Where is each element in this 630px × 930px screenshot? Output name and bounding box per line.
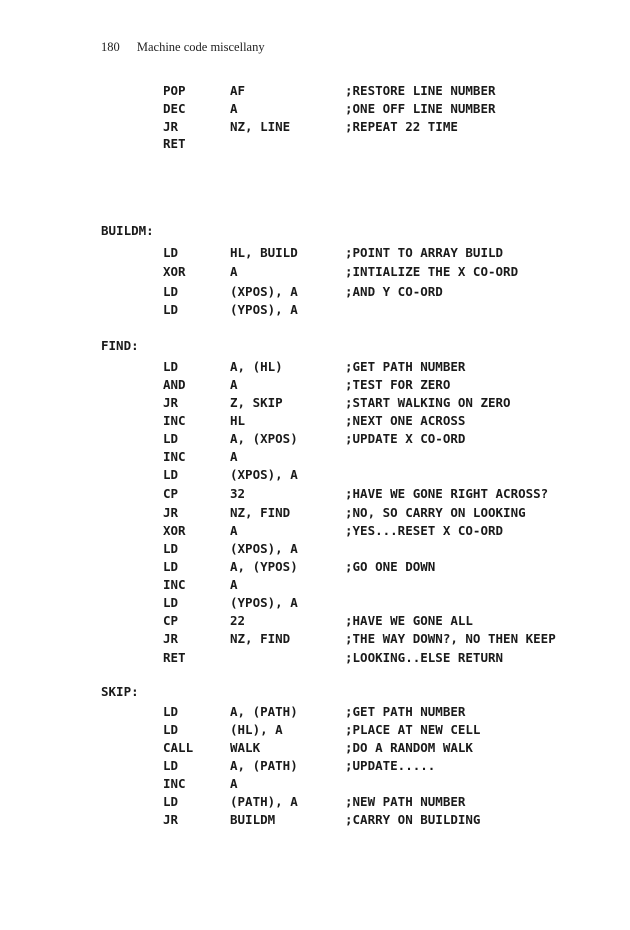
operand: (YPOS), A bbox=[230, 595, 298, 610]
operand: (XPOS), A bbox=[230, 284, 298, 299]
comment: ;NEW PATH NUMBER bbox=[345, 794, 466, 809]
operand: HL, BUILD bbox=[230, 245, 298, 260]
page-header bbox=[101, 40, 265, 55]
comment: ;HAVE WE GONE ALL bbox=[345, 613, 473, 628]
mnemonic: LD bbox=[163, 704, 179, 719]
operand: A bbox=[230, 776, 238, 791]
chapter-title: Machine code miscellany bbox=[136, 40, 265, 54]
mnemonic: CP bbox=[163, 486, 179, 501]
comment: ;REPEAT 22 TIME bbox=[345, 119, 458, 134]
operand: Z, SKIP bbox=[230, 395, 283, 410]
comment: ;YES...RESET X CO-ORD bbox=[345, 523, 504, 538]
operand: BUILDM bbox=[230, 812, 276, 827]
comment: ;HAVE WE GONE RIGHT ACROSS? bbox=[345, 486, 549, 501]
operand: NZ, FIND bbox=[230, 505, 291, 520]
mnemonic: JR bbox=[163, 505, 179, 520]
mnemonic: JR bbox=[163, 631, 179, 646]
mnemonic: INC bbox=[163, 776, 186, 791]
operand: A bbox=[230, 377, 238, 392]
comment: ;THE WAY DOWN?, NO THEN KEEP bbox=[345, 631, 556, 646]
comment: ;GO ONE DOWN bbox=[345, 559, 436, 574]
mnemonic: LD bbox=[163, 541, 179, 556]
mnemonic: INC bbox=[163, 577, 186, 592]
mnemonic: XOR bbox=[163, 523, 186, 538]
comment: ;ONE OFF LINE NUMBER bbox=[345, 101, 496, 116]
comment: ;DO A RANDOM WALK bbox=[345, 740, 473, 755]
comment: ;GET PATH NUMBER bbox=[345, 359, 466, 374]
mnemonic: LD bbox=[163, 559, 179, 574]
operand: HL bbox=[230, 413, 246, 428]
mnemonic: DEC bbox=[163, 101, 186, 116]
label-buildm: BUILDM: bbox=[101, 223, 154, 238]
operand: NZ, FIND bbox=[230, 631, 291, 646]
mnemonic: LD bbox=[163, 595, 179, 610]
mnemonic: JR bbox=[163, 812, 179, 827]
comment: ;NEXT ONE ACROSS bbox=[345, 413, 466, 428]
operand: (XPOS), A bbox=[230, 541, 298, 556]
operand: A bbox=[230, 264, 238, 279]
comment: ;NO, SO CARRY ON LOOKING bbox=[345, 505, 526, 520]
operand: AF bbox=[230, 83, 246, 98]
comment: ;UPDATE X CO-ORD bbox=[345, 431, 466, 446]
mnemonic: JR bbox=[163, 119, 179, 134]
mnemonic: CALL bbox=[163, 740, 194, 755]
comment: ;TEST FOR ZERO bbox=[345, 377, 451, 392]
mnemonic: RET bbox=[163, 136, 186, 151]
operand: 22 bbox=[230, 613, 246, 628]
comment: ;GET PATH NUMBER bbox=[345, 704, 466, 719]
operand: A, (YPOS) bbox=[230, 559, 298, 574]
mnemonic: LD bbox=[163, 794, 179, 809]
mnemonic: LD bbox=[163, 302, 179, 317]
operand: A, (PATH) bbox=[230, 704, 298, 719]
label-skip: SKIP: bbox=[101, 684, 139, 699]
operand: WALK bbox=[230, 740, 261, 755]
mnemonic: LD bbox=[163, 245, 179, 260]
comment: ;PLACE AT NEW CELL bbox=[345, 722, 481, 737]
mnemonic: RET bbox=[163, 650, 186, 665]
operand: (PATH), A bbox=[230, 794, 298, 809]
comment: ;START WALKING ON ZERO bbox=[345, 395, 511, 410]
operand: 32 bbox=[230, 486, 246, 501]
mnemonic: LD bbox=[163, 431, 179, 446]
mnemonic: JR bbox=[163, 395, 179, 410]
operand: A, (XPOS) bbox=[230, 431, 298, 446]
mnemonic: LD bbox=[163, 284, 179, 299]
comment: ;AND Y CO-ORD bbox=[345, 284, 443, 299]
operand: NZ, LINE bbox=[230, 119, 291, 134]
operand: (HL), A bbox=[230, 722, 283, 737]
mnemonic: POP bbox=[163, 83, 186, 98]
operand: A bbox=[230, 449, 238, 464]
mnemonic: LD bbox=[163, 722, 179, 737]
comment: ;RESTORE LINE NUMBER bbox=[345, 83, 496, 98]
comment: ;UPDATE..... bbox=[345, 758, 436, 773]
operand: A bbox=[230, 577, 238, 592]
operand: A bbox=[230, 523, 238, 538]
mnemonic: CP bbox=[163, 613, 179, 628]
operand: A bbox=[230, 101, 238, 116]
mnemonic: LD bbox=[163, 359, 179, 374]
operand: A, (HL) bbox=[230, 359, 283, 374]
mnemonic: LD bbox=[163, 467, 179, 482]
label-find: FIND: bbox=[101, 338, 139, 353]
comment: ;CARRY ON BUILDING bbox=[345, 812, 481, 827]
operand: (YPOS), A bbox=[230, 302, 298, 317]
mnemonic: INC bbox=[163, 449, 186, 464]
mnemonic: AND bbox=[163, 377, 186, 392]
mnemonic: XOR bbox=[163, 264, 186, 279]
operand: (XPOS), A bbox=[230, 467, 298, 482]
page-number: 180 bbox=[101, 40, 120, 54]
operand: A, (PATH) bbox=[230, 758, 298, 773]
comment: ;POINT TO ARRAY BUILD bbox=[345, 245, 504, 260]
mnemonic: LD bbox=[163, 758, 179, 773]
comment: ;INTIALIZE THE X CO-ORD bbox=[345, 264, 519, 279]
comment: ;LOOKING..ELSE RETURN bbox=[345, 650, 504, 665]
mnemonic: INC bbox=[163, 413, 186, 428]
